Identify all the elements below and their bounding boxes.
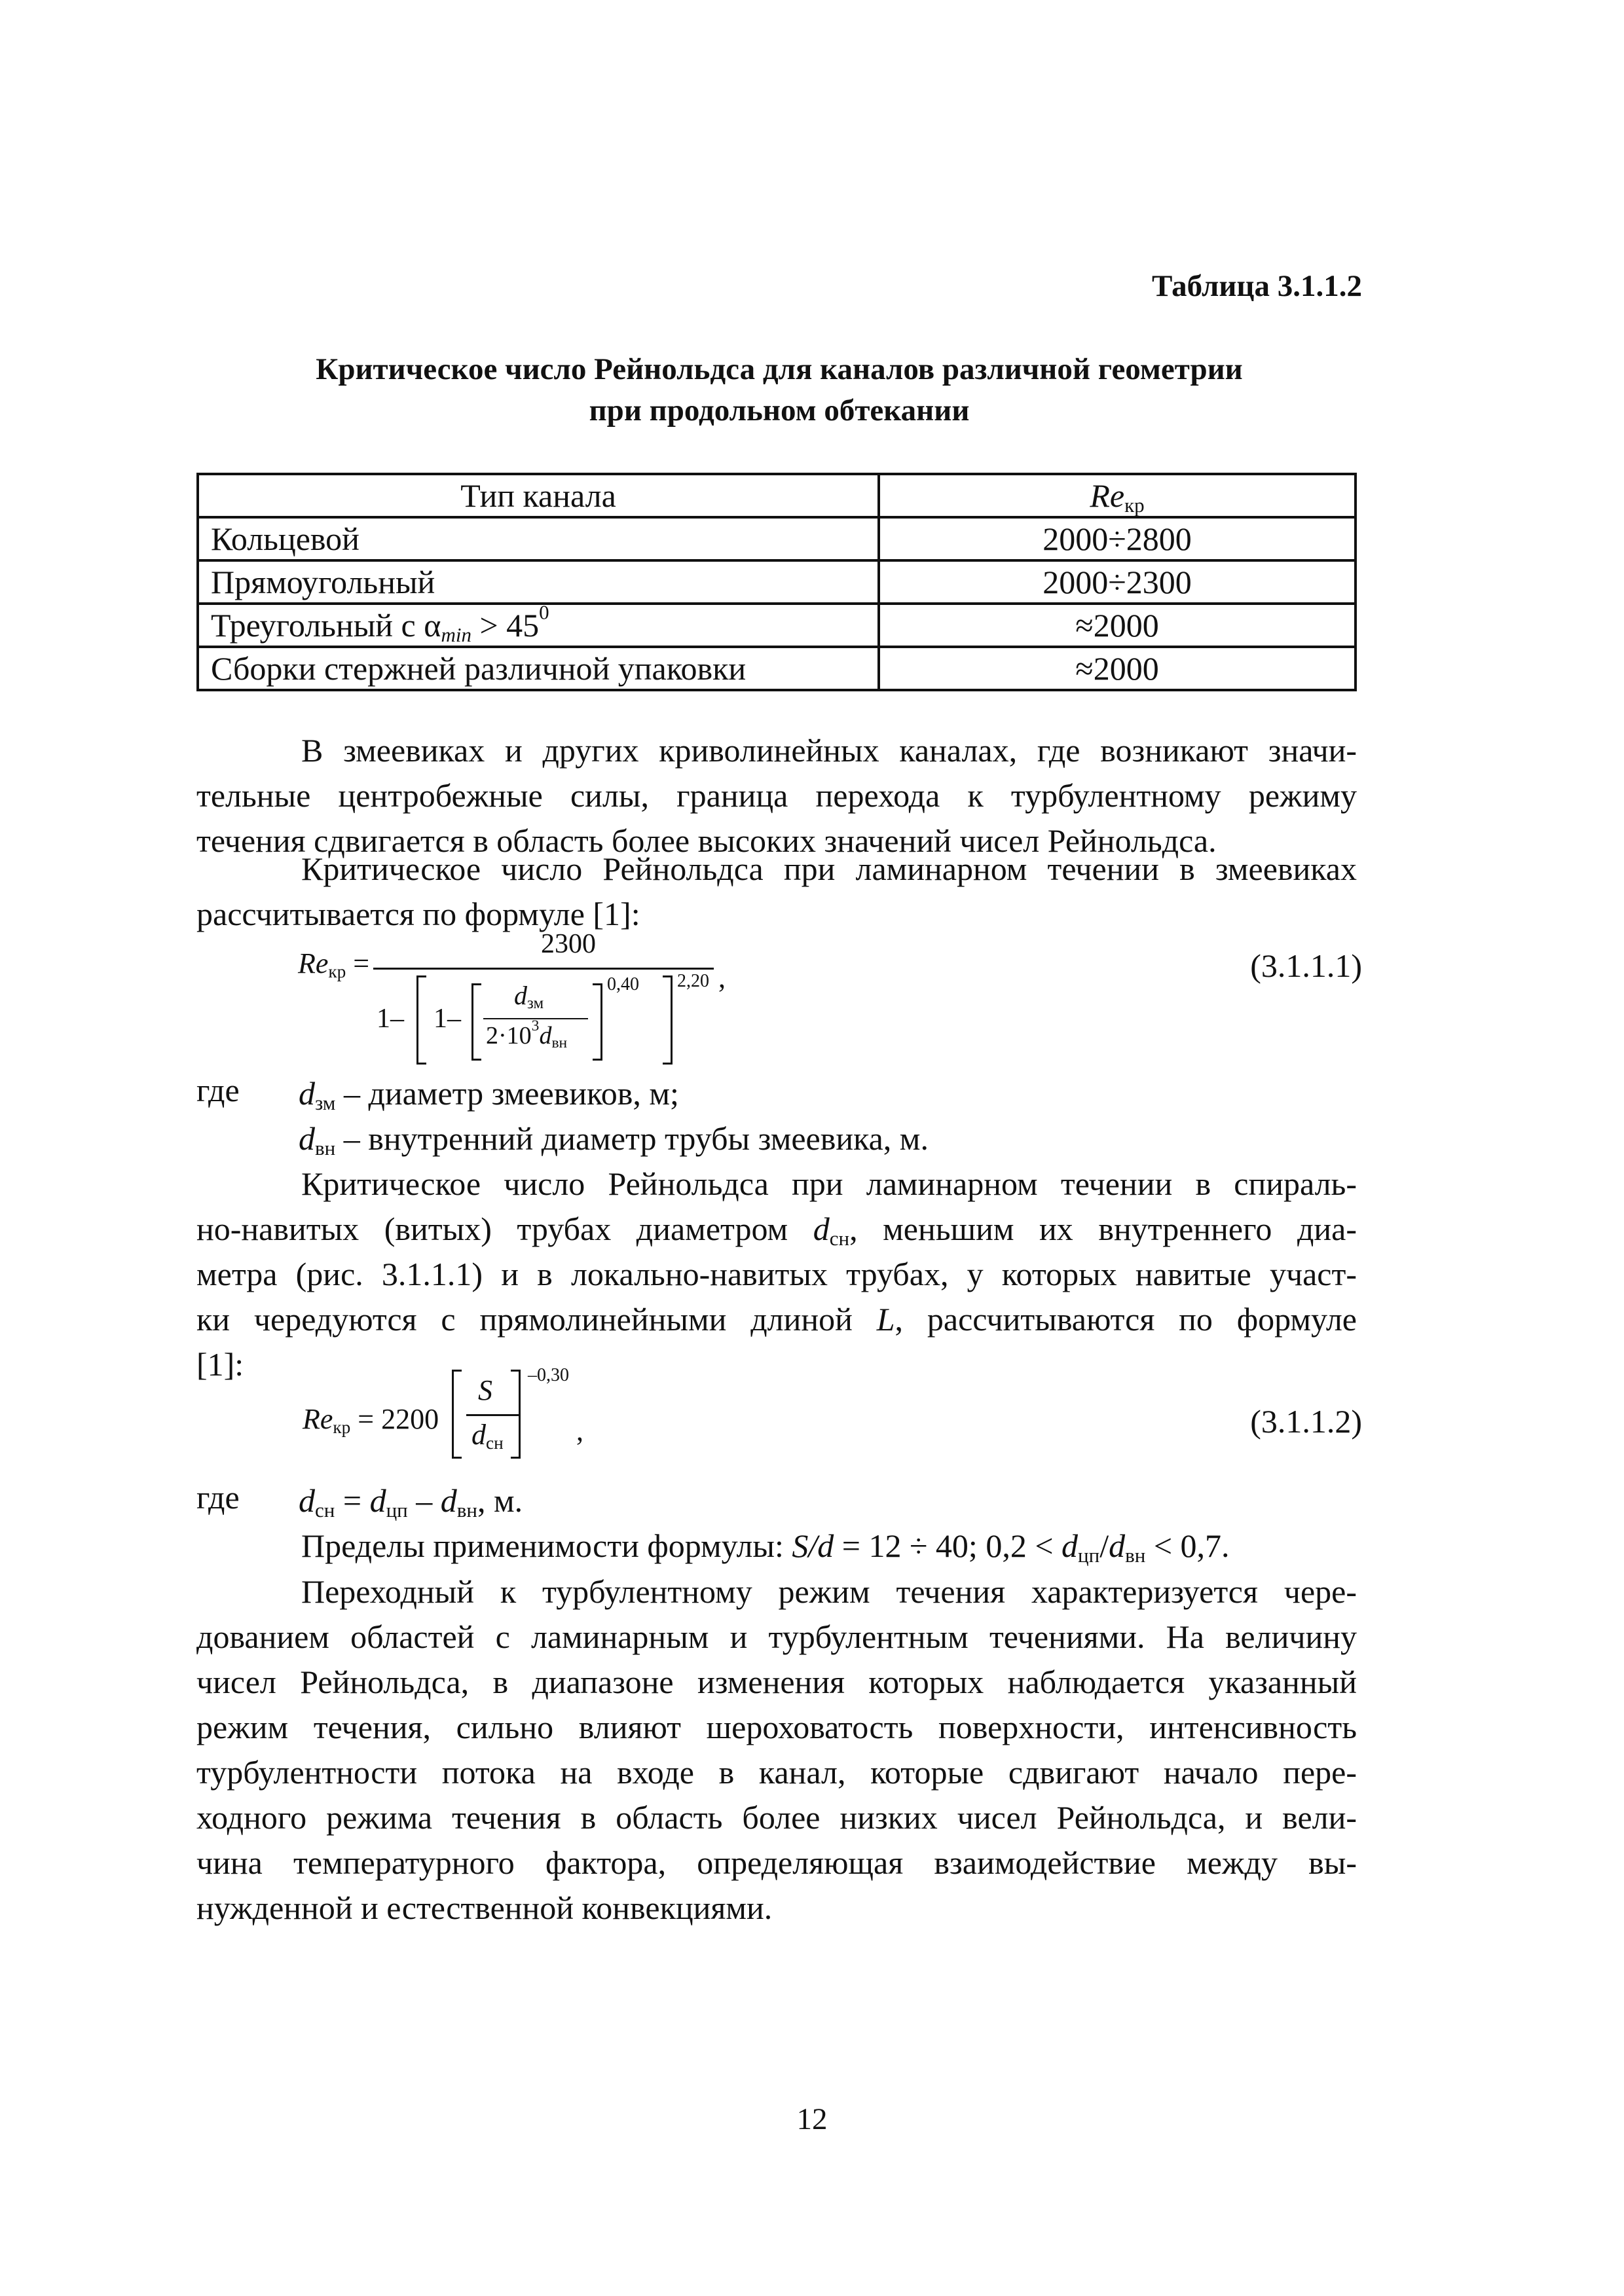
cell-value: ≈2000 <box>879 647 1356 690</box>
table-title-line-1: Критическое число Рейнольдса для каналов различной геометрии <box>316 352 1243 386</box>
formula2-bracket-right <box>511 1370 521 1459</box>
formula1-outer-bracket-right <box>663 975 673 1065</box>
formula1-inner-exponent: 0,40 <box>607 974 639 994</box>
table-title-line-2: при продольном обтекании <box>589 393 970 428</box>
cell-type: Кольцевой <box>198 517 879 560</box>
formula1-numerator: 2300 <box>541 929 596 959</box>
cell-value: 2000÷2800 <box>879 517 1356 560</box>
cell-value: 2000÷2300 <box>879 560 1356 604</box>
page-number: 12 <box>796 2102 828 2136</box>
formula1-inner-bracket-left <box>471 983 481 1061</box>
table-row <box>198 604 1356 647</box>
header-re-critical: $Re_{кр}$ <box>879 474 1356 517</box>
formula2-lhs: $Re_{кр} = 2200$ <box>303 1403 439 1437</box>
table-header-row <box>198 474 1356 517</box>
where-definitions-2: $d_{сн} = d_{цп} - d_{вн}$, м. <box>299 1482 523 1522</box>
formula2-number: (3.1.1.2) <box>1250 1403 1362 1440</box>
formula1-fraction-bar <box>373 968 714 970</box>
formula2-bracket-left <box>452 1370 462 1459</box>
paragraph-transition: Переходный к турбулентному режим течения характеризуется чере- дованием областей с ламинарным и турбулентным течениями. На величину чисел Рейнольдса, в диапазоне изменения которых наблюдается указанный режим течения, сильно влияют шероховатость поверхности, интенсивность турбулентности потока на входе в канал, которые сдвигают начало пере- ходного режима течения в область более низких чисел Рейнольдса, и вели- чина температурного фактора, определяющая взаимодействие между вы- нужденной и естественной конвекциями. <box>196 1573 1357 1926</box>
table-row <box>198 517 1356 560</box>
header-channel-type: Тип канала <box>198 474 879 517</box>
where-definitions-1: $d_{зм}$ – диаметр змеевиков, м; $d_{вн}$ – внутренний диаметр трубы змеевика, м. <box>299 1075 929 1159</box>
formula1-lhs: $Re_{кр}$ = <box>298 947 370 981</box>
reynolds-table <box>196 473 1357 691</box>
formula1-inner-numerator: $d_{зм}$ <box>514 981 544 1013</box>
formula1-inner-bracket-right <box>593 983 602 1061</box>
formula2-exponent: –0,30 <box>528 1365 569 1385</box>
formula1-number: (3.1.1.1) <box>1250 947 1362 984</box>
table-row <box>198 647 1356 690</box>
cell-value: ≈2000 <box>879 604 1356 647</box>
formula1-inner-denominator: $2\cdot 10^3d_{вн}$ <box>486 1017 568 1051</box>
cell-type: Сборки стержней различной упаковки <box>198 647 879 690</box>
where-label-2: где <box>196 1479 240 1516</box>
cell-type: Треугольный с $\alpha_{min} > 45^0$ <box>198 604 879 647</box>
cell-type: Прямоугольный <box>198 560 879 604</box>
paragraph-coils: В змеевиках и других криволинейных каналах, где возникают значи- тельные центробежные силы, граница перехода к турбулентному режиму течения сдвигается в область более высоких значений чисел Рейнольдса. <box>196 732 1357 859</box>
formula1-outer-exponent: 2,20 <box>677 971 709 991</box>
formula2-numerator: S <box>478 1374 492 1406</box>
where-label-1: где <box>196 1072 240 1108</box>
table-label: Таблица 3.1.1.2 <box>1151 269 1362 303</box>
formula2-denominator: $d_{сн}$ <box>471 1419 504 1453</box>
paragraph-spiral-tubes: Критическое число Рейнольдса при ламинарном течении в спираль- но-навитых (витых) трубах диаметром $d_{сн}$, меньшим их внутреннего диа- метра (рис. 3.1.1.1) и в локально-навитых трубах, у которых навитые участ- ки чередуются с прямолинейными длиной L, рассчитываются по формуле [1]: <box>196 1165 1357 1383</box>
paragraph-formula-intro: Критическое число Рейнольдса при ламинарном течении в змеевиках рассчитывается по формуле [1]: <box>196 850 1357 932</box>
formula1-one-b: 1– <box>434 1004 461 1034</box>
formula2-comma: , <box>576 1415 583 1447</box>
formula1-comma: , <box>718 962 726 994</box>
formula1-one-a: 1– <box>377 1004 404 1034</box>
formula1-outer-bracket-left <box>416 975 426 1065</box>
paragraph-applicability: Пределы применимости формулы: S/d = 12 ÷ 40; $0,2 < d_{цп}/d_{вн} < 0,7$. <box>301 1527 1230 1567</box>
table-row <box>198 560 1356 604</box>
